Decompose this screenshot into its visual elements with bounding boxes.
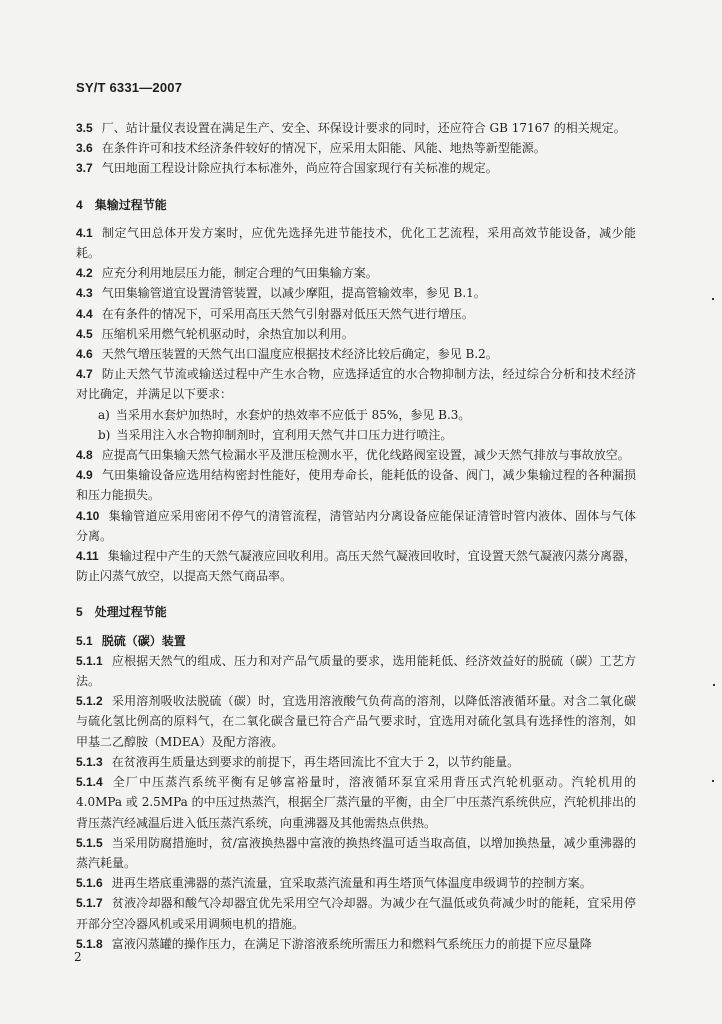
clause-number: 5.1.7: [76, 896, 103, 911]
clause-paragraph: [76, 283, 636, 303]
clause-number: 4.9: [76, 468, 93, 483]
clause-paragraph: [76, 934, 636, 954]
clause-paragraph: [76, 364, 636, 404]
clause-number: 3.5: [76, 121, 93, 135]
clause-paragraph: [76, 223, 636, 263]
clause-text: 应根据天然气的组成、压力和对产品气质量的要求，选用能耗低、经济效益好的脱硫（碳）工艺方法。: [76, 653, 636, 689]
clause-text: 气田集输管道宜设置清管装置，以减少摩阻，提高管输效率，参见 B.1。: [101, 286, 486, 301]
clause-text: 采用溶剂吸收法脱硫（碳）时，宜选用溶液酸气负荷高的溶剂，以降低溶液循环量。对含二氧化碳与硫化氢比例高的原料气，在二氧化碳含量已符合产品气要求时，宜选用对硫化氢具有选择性的溶剂，如甲基二乙醇胺（MDEA）及配方溶液。: [76, 694, 636, 749]
list-marker: a): [98, 407, 110, 422]
clause-number: 4.6: [76, 347, 93, 362]
clause-text: 天然气增压装置的天然气出口温度应根据技术经济比较后确定，参见 B.2。: [101, 347, 498, 362]
section-title: 集输过程节能: [94, 197, 167, 212]
clause-number: 5.1.1: [76, 653, 103, 668]
clause-number: 5.1.2: [76, 694, 103, 709]
clause-number: 3.7: [76, 161, 93, 176]
clause-number: 5.1.4: [76, 775, 103, 790]
section-number: 4: [76, 197, 83, 212]
clause-paragraph: [76, 506, 636, 546]
clause-number: 4.5: [76, 326, 93, 341]
clause-paragraph: [76, 324, 636, 344]
clause-paragraph: [76, 752, 636, 772]
clause-text: 制定气田总体开发方案时，应优先选择先进节能技术，优化工艺流程，采用高效节能设备，减少能耗。: [76, 225, 636, 261]
clause-number: 4.4: [76, 306, 93, 321]
document-body: [76, 118, 636, 954]
clause-text: 压缩机采用燃气轮机驱动时，余热宜加以利用。: [101, 326, 354, 341]
clause-number: 4.11: [76, 549, 99, 564]
clause-text: 气田地面工程设计除应执行本标准外，尚应符合国家现行有关标准的规定。: [101, 161, 498, 176]
scan-speck: [712, 780, 714, 782]
clause-paragraph: [76, 833, 636, 873]
clause-paragraph: [76, 344, 636, 364]
clause-text: 应充分利用地层压力能，制定合理的气田集输方案。: [101, 266, 378, 281]
clause-text: 厂、站计量仪表设置在满足生产、安全、环保设计要求的同时，还应符合 GB 17167 的相关规定。: [101, 121, 626, 135]
clause-paragraph: [76, 691, 636, 752]
clause-number: 5.1.5: [76, 835, 103, 850]
list-marker: b): [98, 427, 111, 442]
clause-paragraph: [76, 263, 636, 283]
clause-text: 在贫液再生质量达到要求的前提下，再生塔回流比不宜大于 2，以节约能量。: [111, 754, 520, 769]
section-heading: [76, 195, 636, 215]
clause-text: 进再生塔底重沸器的蒸汽流量，宜采取蒸汽流量和再生塔顶气体温度串级调节的控制方案。: [111, 876, 592, 891]
clause-number: 4.8: [76, 448, 93, 463]
clause-text: 贫液冷却器和酸气冷却器宜优先采用空气冷却器。为减少在气温低或负荷减少时的能耗，宜采用停开部分空冷器风机或采用调频电机的措施。: [76, 896, 636, 931]
clause-text: 在有条件的情况下，可采用高压天然气引射器对低压天然气进行增压。: [101, 306, 474, 321]
clause-paragraph: [76, 304, 636, 324]
clause-text: 当采用防腐措施时，贫/富液换热器中富液的换热终温可适当取高值，以增加换热量，减少重沸器的蒸汽耗量。: [76, 835, 636, 870]
clause-number: 4.1: [76, 225, 93, 240]
clause-number: 5.1.8: [76, 936, 103, 951]
clause-paragraph: [76, 138, 636, 158]
clause-paragraph: [76, 772, 636, 833]
clause-text: 在条件许可和技术经济条件较好的情况下，应采用太阳能、风能、地热等新型能源。: [101, 141, 546, 156]
clause-number: 4.2: [76, 266, 93, 281]
clause-number: 3.6: [76, 141, 93, 156]
spacer: [76, 586, 636, 592]
clause-number: 5.1.6: [76, 876, 103, 891]
page-number: 2: [74, 950, 82, 964]
clause-text: 防止天然气节流或输送过程中产生水合物，应选择适宜的水合物抑制方法，经过综合分析和技术经济对比确定，并满足以下要求：: [76, 367, 636, 402]
standard-code-header: SY/T 6331—2007: [76, 80, 183, 95]
list-item: [76, 425, 636, 445]
clause-text: 气田集输设备应选用结构密封性能好，使用寿命长，能耗低的设备、阀门，减少集输过程的各种漏损和压力能损失。: [76, 468, 636, 503]
clause-paragraph: [76, 445, 636, 465]
clause-text: 脱硫（碳）装置: [101, 633, 186, 648]
clause-text: 集输管道应采用密闭不停气的清管流程，清管站内分离设备应能保证清管时管内液体、固体与气体分离。: [76, 508, 636, 543]
section-number: 5: [76, 605, 83, 620]
clause-paragraph: [76, 651, 636, 691]
clause-text: 集输过程中产生的天然气凝液应回收利用。高压天然气凝液回收时，宜设置天然气凝液闪蒸分离器，防止闪蒸气放空，以提高天然气商品率。: [76, 549, 636, 584]
list-item: [76, 405, 636, 425]
clause-number: 5.1.3: [76, 754, 103, 769]
clause-paragraph: [76, 893, 636, 933]
clause-paragraph: [76, 118, 636, 138]
clause-paragraph: [76, 465, 636, 505]
scan-speck: [712, 298, 714, 300]
clause-paragraph: [76, 873, 636, 893]
list-item-text: 当采用水套炉加热时，水套炉的热效率不应低于 85%，参见 B.3。: [115, 407, 471, 422]
section-title: 处理过程节能: [94, 605, 167, 620]
section-heading: [76, 602, 636, 622]
clause-paragraph: [76, 631, 636, 651]
list-item-text: 当采用注入水合物抑制剂时，宜利用天然气井口压力进行喷注。: [116, 427, 453, 442]
clause-number: 4.7: [76, 367, 93, 382]
clause-number: 5.1: [76, 633, 93, 648]
clause-paragraph: [76, 158, 636, 178]
clause-paragraph: [76, 546, 636, 586]
spacer: [76, 179, 636, 185]
clause-number: 4.3: [76, 286, 93, 301]
clause-text: 应提高气田集输天然气检漏水平及泄压检测水平，优化线路阀室设置，减少天然气排放与事故放空。: [101, 448, 630, 463]
scan-speck: [713, 684, 715, 686]
clause-number: 4.10: [76, 508, 100, 523]
clause-text: 富液闪蒸罐的操作压力，在满足下游溶液系统所需压力和燃料气系统压力的前提下应尽量降: [111, 936, 592, 951]
clause-text: 全厂中压蒸汽系统平衡有足够富裕量时，溶液循环泵宜采用背压式汽轮机驱动。汽轮机用的 4.0MPa 或 2.5MPa 的中压过热蒸汽，根据全厂蒸汽量的平衡，由全厂中压蒸汽系统供应，汽轮机排出的背压蒸汽经减温后进入低压蒸汽系统，向重沸器及其他需热点供热。: [76, 775, 636, 830]
